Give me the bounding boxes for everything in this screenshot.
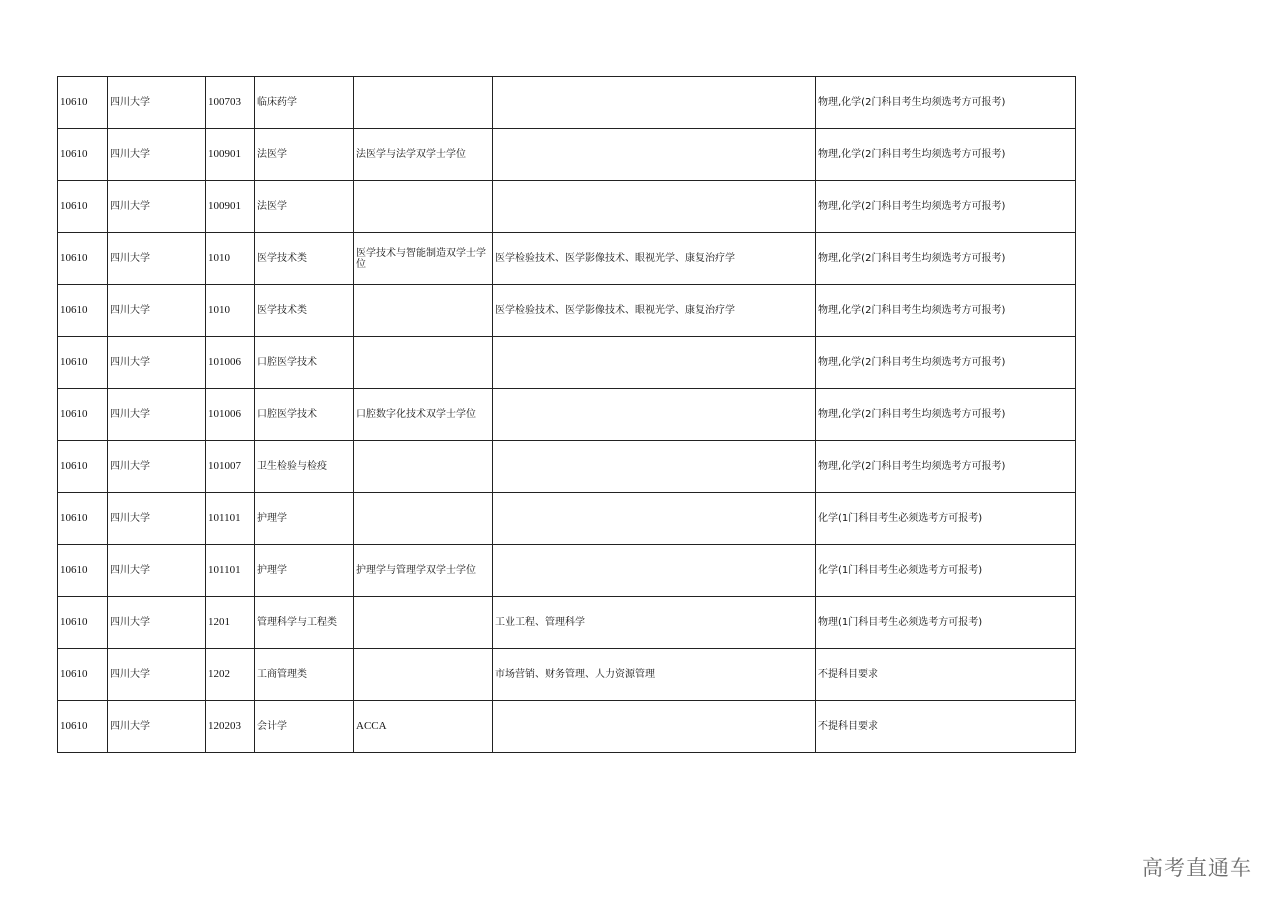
cell-school-name: 四川大学	[108, 181, 206, 233]
table-row	[58, 337, 1076, 389]
cell-major-name: 会计学	[255, 701, 354, 753]
watermark-logo: 高考直通车	[1142, 856, 1252, 880]
cell-major-name: 医学技术类	[255, 285, 354, 337]
table-body	[58, 77, 1076, 753]
cell-included-majors	[493, 181, 816, 233]
cell-major-code: 1010	[206, 285, 255, 337]
cell-major-name: 法医学	[255, 181, 354, 233]
cell-school-name: 四川大学	[108, 441, 206, 493]
cell-major-name: 卫生检验与检疫	[255, 441, 354, 493]
cell-subject-requirement: 化学(1门科目考生必须选考方可报考)	[816, 545, 1076, 597]
table-row	[58, 77, 1076, 129]
cell-major-name: 护理学	[255, 545, 354, 597]
cell-school-code: 10610	[58, 181, 108, 233]
cell-subject-requirement: 物理,化学(2门科目考生均须选考方可报考)	[816, 285, 1076, 337]
cell-school-name: 四川大学	[108, 285, 206, 337]
cell-major-code: 1202	[206, 649, 255, 701]
cell-included-majors: 医学检验技术、医学影像技术、眼视光学、康复治疗学	[493, 233, 816, 285]
cell-major-code: 100703	[206, 77, 255, 129]
cell-major-note: 法医学与法学双学士学位	[354, 129, 493, 181]
cell-major-name: 护理学	[255, 493, 354, 545]
cell-major-code: 100901	[206, 181, 255, 233]
cell-included-majors: 医学检验技术、医学影像技术、眼视光学、康复治疗学	[493, 285, 816, 337]
cell-included-majors: 市场营销、财务管理、人力资源管理	[493, 649, 816, 701]
cell-included-majors	[493, 389, 816, 441]
cell-major-code: 120203	[206, 701, 255, 753]
cell-major-name: 口腔医学技术	[255, 389, 354, 441]
table-row	[58, 649, 1076, 701]
cell-major-code: 101101	[206, 493, 255, 545]
cell-school-name: 四川大学	[108, 77, 206, 129]
cell-major-name: 临床药学	[255, 77, 354, 129]
cell-major-note: ACCA	[354, 701, 493, 753]
cell-school-name: 四川大学	[108, 701, 206, 753]
cell-school-code: 10610	[58, 285, 108, 337]
table-row	[58, 285, 1076, 337]
cell-subject-requirement: 物理,化学(2门科目考生均须选考方可报考)	[816, 181, 1076, 233]
cell-major-note	[354, 285, 493, 337]
cell-school-name: 四川大学	[108, 337, 206, 389]
cell-school-code: 10610	[58, 597, 108, 649]
table-row	[58, 181, 1076, 233]
cell-major-name: 法医学	[255, 129, 354, 181]
cell-major-code: 101101	[206, 545, 255, 597]
cell-included-majors: 工业工程、管理科学	[493, 597, 816, 649]
cell-school-name: 四川大学	[108, 129, 206, 181]
cell-subject-requirement: 不提科目要求	[816, 649, 1076, 701]
cell-school-code: 10610	[58, 77, 108, 129]
cell-included-majors	[493, 337, 816, 389]
cell-major-name: 工商管理类	[255, 649, 354, 701]
cell-major-name: 管理科学与工程类	[255, 597, 354, 649]
cell-major-note	[354, 181, 493, 233]
cell-major-code: 1201	[206, 597, 255, 649]
cell-school-name: 四川大学	[108, 233, 206, 285]
table-row	[58, 493, 1076, 545]
table-row	[58, 129, 1076, 181]
cell-included-majors	[493, 701, 816, 753]
cell-subject-requirement: 物理,化学(2门科目考生均须选考方可报考)	[816, 441, 1076, 493]
cell-school-code: 10610	[58, 389, 108, 441]
table-row	[58, 701, 1076, 753]
cell-major-name: 医学技术类	[255, 233, 354, 285]
cell-major-note	[354, 337, 493, 389]
cell-subject-requirement: 物理,化学(2门科目考生均须选考方可报考)	[816, 129, 1076, 181]
cell-included-majors	[493, 493, 816, 545]
cell-school-code: 10610	[58, 701, 108, 753]
cell-major-note	[354, 649, 493, 701]
cell-included-majors	[493, 545, 816, 597]
cell-major-code: 100901	[206, 129, 255, 181]
cell-major-note: 口腔数字化技术双学士学位	[354, 389, 493, 441]
cell-included-majors	[493, 441, 816, 493]
cell-major-code: 101006	[206, 337, 255, 389]
cell-major-code: 1010	[206, 233, 255, 285]
cell-school-code: 10610	[58, 337, 108, 389]
cell-major-code: 101006	[206, 389, 255, 441]
cell-major-name: 口腔医学技术	[255, 337, 354, 389]
cell-subject-requirement: 化学(1门科目考生必须选考方可报考)	[816, 493, 1076, 545]
cell-subject-requirement: 物理,化学(2门科目考生均须选考方可报考)	[816, 337, 1076, 389]
cell-subject-requirement: 物理,化学(2门科目考生均须选考方可报考)	[816, 389, 1076, 441]
cell-included-majors	[493, 129, 816, 181]
cell-subject-requirement: 不提科目要求	[816, 701, 1076, 753]
cell-school-code: 10610	[58, 545, 108, 597]
cell-school-name: 四川大学	[108, 597, 206, 649]
cell-school-code: 10610	[58, 129, 108, 181]
cell-included-majors	[493, 77, 816, 129]
cell-subject-requirement: 物理(1门科目考生必须选考方可报考)	[816, 597, 1076, 649]
subject-requirements-table	[57, 76, 1076, 753]
cell-school-name: 四川大学	[108, 493, 206, 545]
table-row	[58, 389, 1076, 441]
cell-school-name: 四川大学	[108, 545, 206, 597]
table-row	[58, 233, 1076, 285]
cell-major-note: 医学技术与智能制造双学士学位	[354, 233, 493, 285]
cell-school-code: 10610	[58, 233, 108, 285]
cell-school-code: 10610	[58, 649, 108, 701]
cell-major-note	[354, 77, 493, 129]
cell-school-code: 10610	[58, 441, 108, 493]
table-row	[58, 441, 1076, 493]
cell-subject-requirement: 物理,化学(2门科目考生均须选考方可报考)	[816, 233, 1076, 285]
table-row	[58, 545, 1076, 597]
cell-subject-requirement: 物理,化学(2门科目考生均须选考方可报考)	[816, 77, 1076, 129]
cell-major-note	[354, 441, 493, 493]
cell-major-note	[354, 597, 493, 649]
cell-school-name: 四川大学	[108, 389, 206, 441]
cell-major-code: 101007	[206, 441, 255, 493]
cell-school-name: 四川大学	[108, 649, 206, 701]
cell-school-code: 10610	[58, 493, 108, 545]
table-row	[58, 597, 1076, 649]
cell-major-note: 护理学与管理学双学士学位	[354, 545, 493, 597]
cell-major-note	[354, 493, 493, 545]
